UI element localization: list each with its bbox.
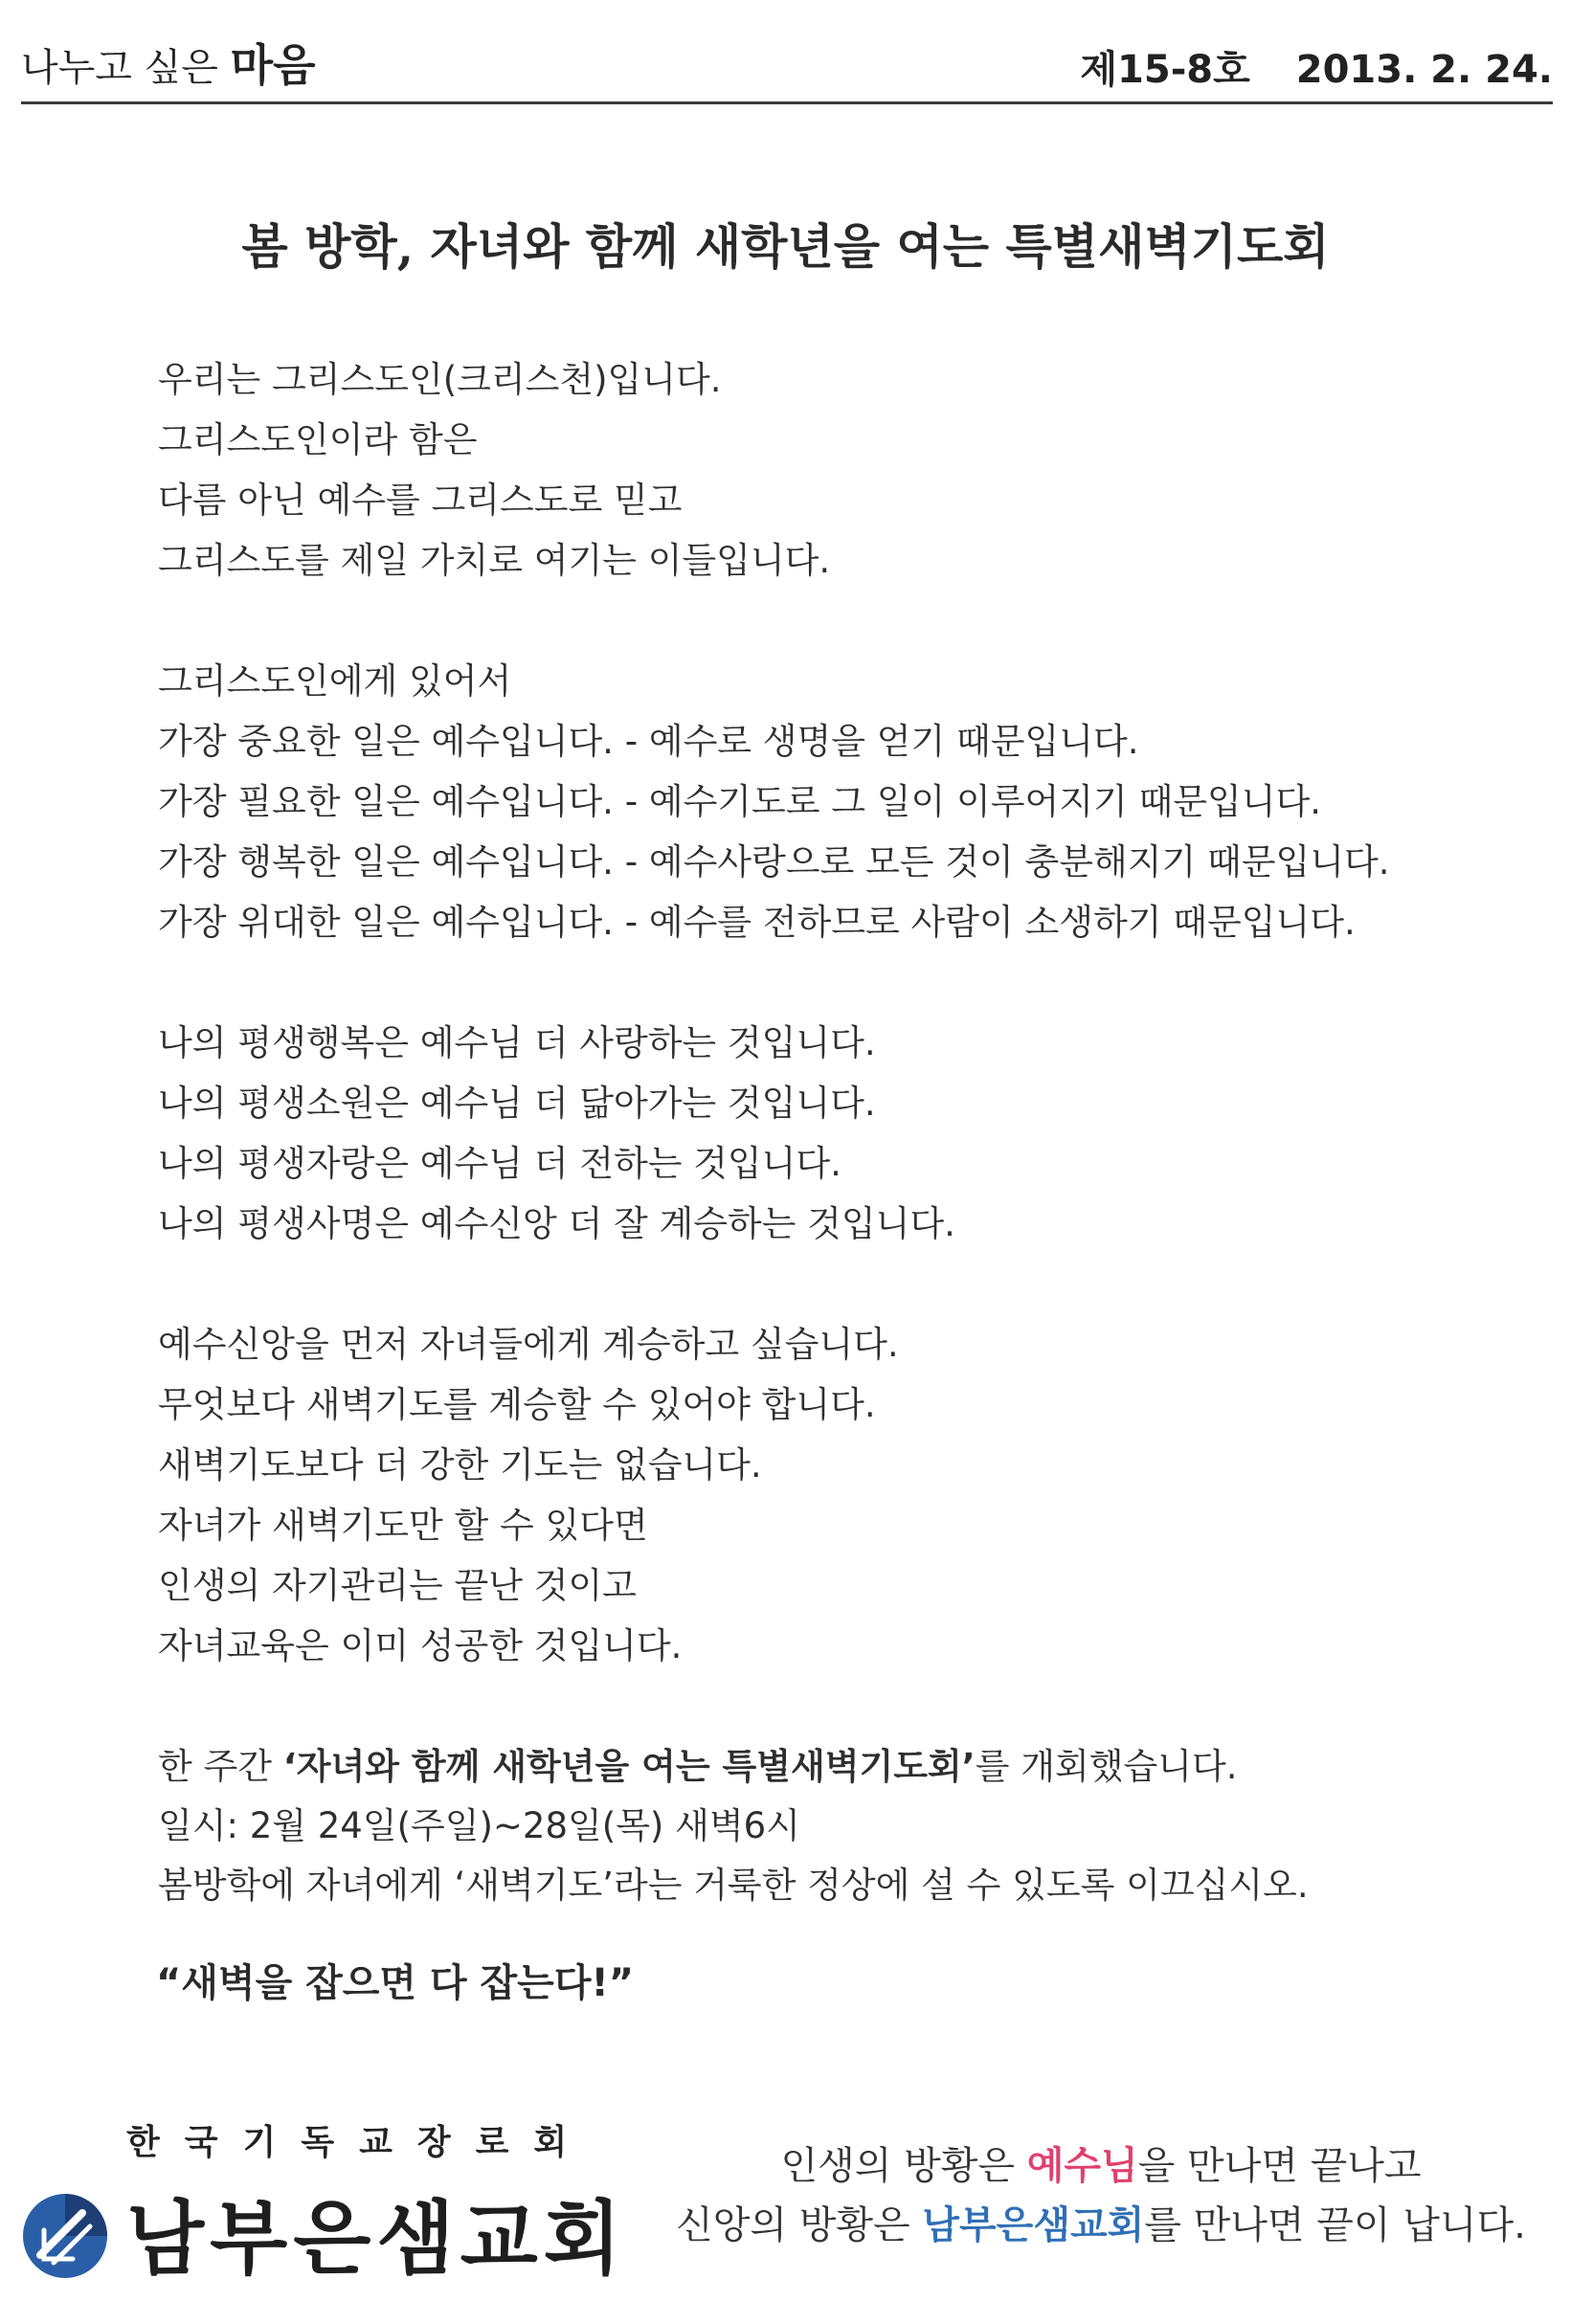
paragraph-line: 우리는 그리스도인(크리스천)입니다. (158, 359, 722, 400)
denomination-name: 한국기독교장로회 (126, 2123, 593, 2162)
paragraph (158, 349, 1479, 591)
motto-line (670, 2196, 1532, 2255)
page-header (21, 34, 1553, 104)
paragraph-line: 나의 평생자랑은 예수님 더 전하는 것입니다. (158, 1143, 842, 1184)
paragraph-line: 자녀가 새벽기도만 할 수 있다면 (158, 1505, 648, 1546)
slogan: “새벽을 잡으면 다 잡는다!” (156, 1961, 634, 2005)
announcement-intro-suffix: 를 개회했습니다. (975, 1746, 1238, 1787)
church-name: 남부은샘교회 (126, 2192, 627, 2286)
paragraph-line: 인생의 자기관리는 끝난 것이고 (158, 1565, 637, 1606)
event-announcement (158, 1737, 1309, 1915)
paragraph-line: 나의 평생소원은 예수님 더 닮아가는 것입니다. (158, 1083, 876, 1124)
motto-highlight-jesus: 예수님 (1026, 2144, 1138, 2188)
event-schedule: 일시: 2월 24일(주일)~28일(목) 새벽6시 (158, 1805, 800, 1846)
paragraph-line: 가장 중요한 일은 예수입니다. - 예수로 생명을 얻기 때문입니다. (158, 721, 1139, 762)
motto-highlight-church: 남부은샘교회 (922, 2203, 1145, 2247)
paragraph-line: 나의 평생행복은 예수님 더 사랑하는 것입니다. (158, 1022, 876, 1063)
paragraph-line: 가장 필요한 일은 예수입니다. - 예수기도로 그 일이 이루어지기 때문입니다. (158, 781, 1321, 822)
paragraph-line: 자녀교육은 이미 성공한 것입니다. (158, 1625, 683, 1666)
paragraph-line: 다름 아닌 예수를 그리스도로 믿고 (158, 480, 683, 521)
announcement-intro-prefix: 한 주간 (158, 1746, 283, 1787)
section-title-prefix: 나누고 싶은 (21, 46, 218, 90)
motto-line2-suffix: 를 만나면 끝이 납니다. (1144, 2203, 1526, 2247)
paragraph (158, 1314, 1479, 1676)
paragraph-line: 그리스도인이라 함은 (158, 419, 478, 460)
church-motto (670, 2136, 1532, 2255)
motto-line1-suffix: 을 만나면 끝나고 (1137, 2144, 1422, 2188)
page-title: 봄 방학, 자녀와 함께 새학년을 여는 특별새벽기도회 (241, 218, 1330, 275)
motto-line (670, 2136, 1532, 2196)
church-emblem-icon (21, 2192, 109, 2280)
issue-info (1080, 39, 1553, 94)
church-logo (21, 2115, 627, 2288)
event-exhortation: 봄방학에 자녀에게 ‘새벽기도’라는 거룩한 정상에 설 수 있도록 이끄십시오. (158, 1865, 1309, 1906)
paragraph-line: 새벽기도보다 더 강한 기도는 없습니다. (158, 1444, 762, 1486)
paragraph-line: 무엇보다 새벽기도를 계승할 수 있어야 합니다. (158, 1384, 876, 1425)
announcement-intro (158, 1737, 1309, 1797)
issue-number: 제15-8호 (1080, 48, 1250, 92)
paragraph (158, 1013, 1479, 1254)
paragraph-line: 그리스도인에게 있어서 (158, 660, 512, 702)
paragraph (158, 651, 1479, 952)
event-name: ‘자녀와 함께 새학년을 여는 특별새벽기도회’ (282, 1746, 976, 1787)
motto-line1-prefix: 인생의 방황은 (780, 2144, 1027, 2188)
section-title-strong: 마음 (230, 39, 316, 91)
paragraph-line: 그리스도를 제일 가치로 여기는 이들입니다. (158, 540, 831, 581)
paragraph-line: 나의 평생사명은 예수신앙 더 잘 계승하는 것입니다. (158, 1203, 955, 1244)
issue-date: 2013. 2. 24. (1295, 48, 1553, 92)
paragraph-line: 가장 위대한 일은 예수입니다. - 예수를 전하므로 사람이 소생하기 때문입니다. (158, 902, 1356, 943)
bulletin-section-title (21, 31, 316, 94)
article-body (158, 349, 1479, 1736)
paragraph-line: 예수신앙을 먼저 자녀들에게 계승하고 싶습니다. (158, 1324, 899, 1365)
motto-line2-prefix: 신앙의 방황은 (676, 2203, 923, 2247)
paragraph-line: 가장 행복한 일은 예수입니다. - 예수사랑으로 모든 것이 충분해지기 때문입니다. (158, 841, 1390, 883)
